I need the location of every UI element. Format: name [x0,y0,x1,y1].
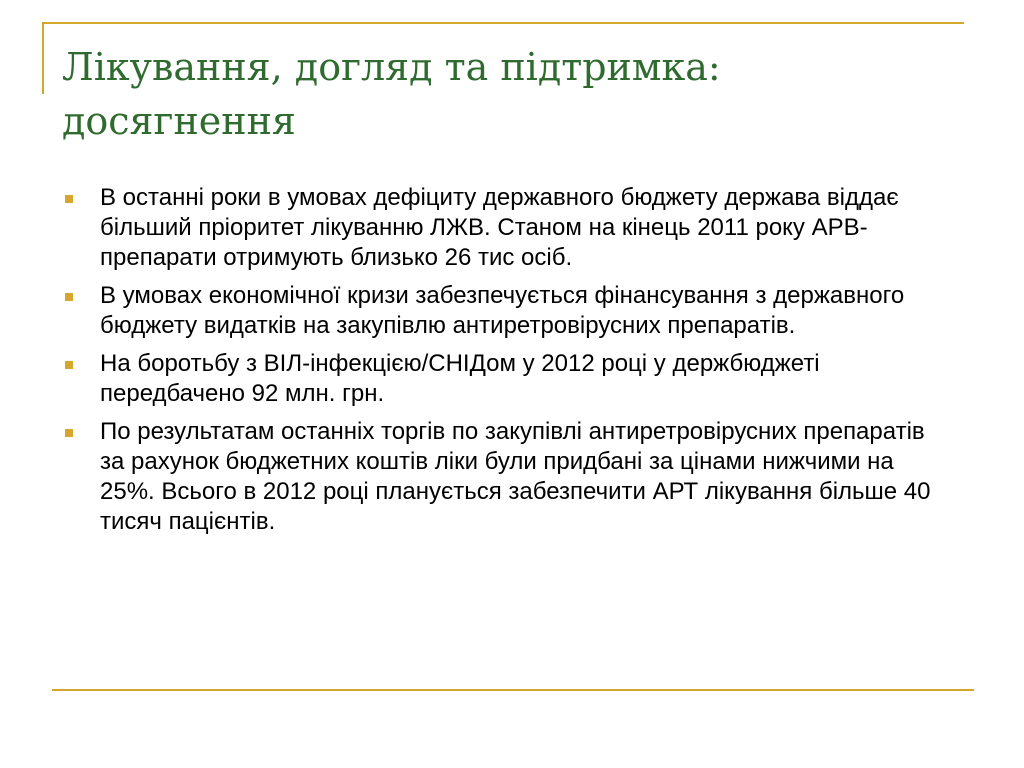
bullet-list [62,183,952,545]
square-bullet-icon [65,195,73,203]
bullet-text: По результатам останніх торгів по закупівлі антиретровірусних препаратів за рахунок бюджетних коштів ліки були придбані за цінами нижчими на 25%. Всього в 2012 році планується забезпечити АРТ лікування більше 40 тисяч пацієнтів. [100,418,931,535]
top-divider [42,22,964,24]
bullet-item [62,281,952,341]
square-bullet-icon [65,361,73,369]
slide-title: Лікування, догляд та підтримка: досягнення [62,45,721,143]
bullet-item [62,417,952,537]
bottom-divider [52,689,974,691]
left-accent-divider [42,22,44,94]
square-bullet-icon [65,429,73,437]
bullet-text: На боротьбу з ВІЛ-інфекцією/СНІДом у 2012 році у держбюджеті передбачено 92 млн. грн. [100,350,820,407]
square-bullet-icon [65,293,73,301]
bullet-item [62,349,952,409]
bullet-text: В умовах економічної кризи забезпечується фінансування з державного бюджету видатків на закупівлю антиретровірусних препаратів. [100,282,905,339]
bullet-text: В останні роки в умовах дефіциту державного бюджету держава віддає більший пріоритет лікуванню ЛЖВ. Станом на кінець 2011 року АРВ-препарати отримують близько 26 тис осіб. [100,184,899,271]
bullet-item [62,183,952,273]
